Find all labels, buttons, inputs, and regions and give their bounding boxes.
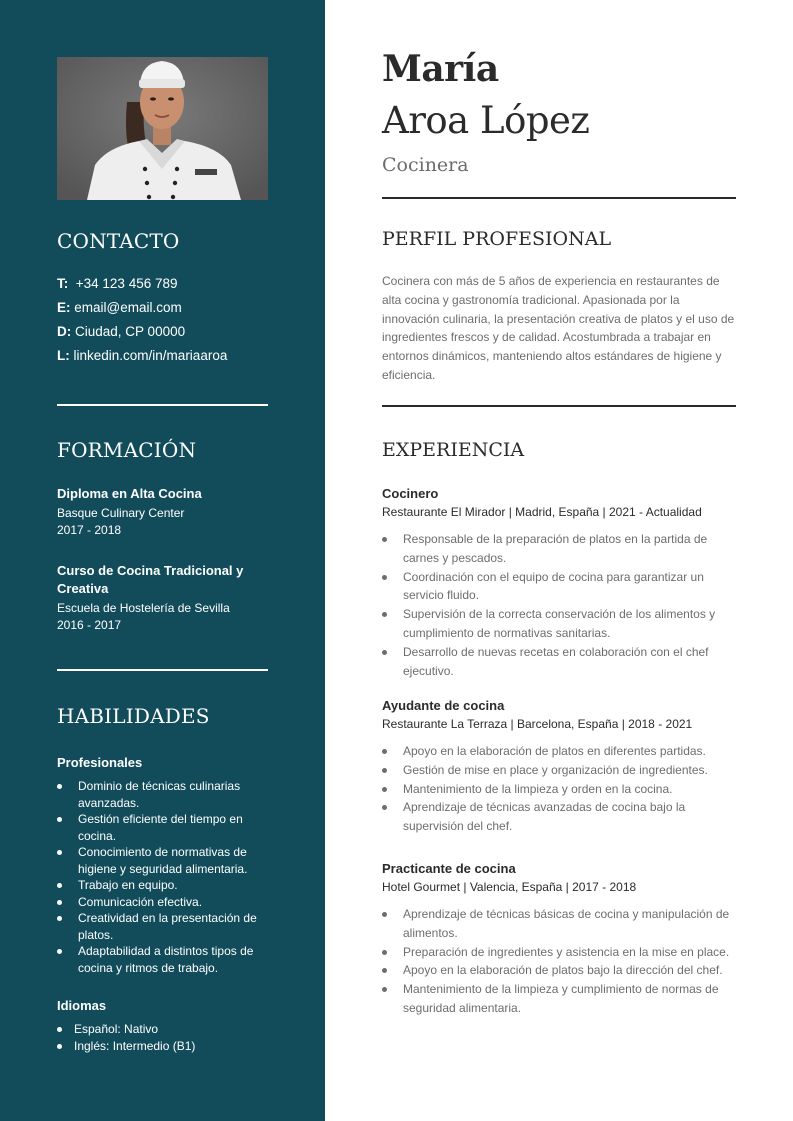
education-school: Escuela de Hostelería de Sevilla bbox=[57, 601, 230, 615]
experience-bullets bbox=[382, 530, 742, 680]
experience-bullet: Gestión de mise en place y organización de ingredientes. bbox=[382, 761, 742, 780]
language-item: Inglés: Intermedio (B1) bbox=[57, 1038, 272, 1055]
contact-phone-label: T: bbox=[57, 276, 69, 291]
experience-bullet: Supervisión de la correcta conservación de los alimentos y cumplimiento de normativas sanitarias. bbox=[382, 605, 742, 643]
experience-bullets bbox=[382, 742, 742, 836]
professional-skills-heading: Profesionales bbox=[57, 755, 143, 770]
chef-portrait-image bbox=[57, 57, 268, 200]
contact-heading: CONTACTO bbox=[57, 229, 180, 253]
header-divider bbox=[382, 197, 736, 199]
education-years: 2017 - 2018 bbox=[57, 523, 122, 537]
education-school: Basque Culinary Center bbox=[57, 506, 185, 520]
skill-item: Conocimiento de normativas de higiene y seguridad alimentaria. bbox=[57, 844, 272, 877]
experience-heading: EXPERIENCIA bbox=[382, 439, 525, 461]
profile-heading: PERFIL PROFESIONAL bbox=[382, 228, 612, 250]
experience-bullet: Mantenimiento de la limpieza y orden en la cocina. bbox=[382, 780, 742, 799]
contact-linkedin bbox=[57, 344, 227, 368]
contact-linkedin-label: L: bbox=[57, 348, 70, 363]
section-divider bbox=[382, 405, 736, 407]
experience-item bbox=[382, 860, 742, 1018]
education-item bbox=[57, 485, 268, 539]
contact-address-value: Ciudad, CP 00000 bbox=[75, 324, 186, 339]
experience-bullet: Apoyo en la elaboración de platos en diferentes partidas. bbox=[382, 742, 742, 761]
languages-heading: Idiomas bbox=[57, 998, 107, 1013]
contact-address-label: D: bbox=[57, 324, 72, 339]
education-years: 2016 - 2017 bbox=[57, 618, 122, 632]
experience-bullet: Aprendizaje de técnicas avanzadas de cocina bajo la supervisión del chef. bbox=[382, 798, 742, 836]
experience-meta: Restaurante La Terraza | Barcelona, España | 2018 - 2021 bbox=[382, 717, 693, 731]
experience-bullet: Mantenimiento de la limpieza y cumplimiento de normas de seguridad alimentaria. bbox=[382, 980, 742, 1018]
education-heading: FORMACIÓN bbox=[57, 438, 197, 462]
education-title: Curso de Cocina Tradicional y Creativa bbox=[57, 563, 244, 596]
languages-list bbox=[57, 1021, 272, 1054]
skill-item: Dominio de técnicas culinarias avanzadas. bbox=[57, 778, 272, 811]
profile-text: Cocinera con más de 5 años de experiencia en restaurantes de alta cocina y gastronomía tradicional. Apasionada por la innovación culinaria, la presentación creativa de platos y el uso de ingredientes frescos y de calidad. Acostumbrada a trabajar en entornos dinámicos, manteniendo altos estándares de higiene y eficiencia. bbox=[382, 274, 735, 382]
contact-phone bbox=[57, 272, 227, 296]
main-content bbox=[325, 0, 793, 1121]
experience-bullet: Responsable de la preparación de platos en la partida de carnes y pescados. bbox=[382, 530, 742, 568]
experience-bullets bbox=[382, 905, 742, 1018]
language-item: Español: Nativo bbox=[57, 1021, 272, 1038]
skill-item: Comunicación efectiva. bbox=[57, 894, 272, 911]
education-item bbox=[57, 562, 268, 634]
professional-skills-list bbox=[57, 778, 272, 976]
experience-meta: Hotel Gourmet | Valencia, España | 2017 - 2018 bbox=[382, 880, 637, 894]
last-name: Aroa López bbox=[382, 99, 590, 142]
experience-item bbox=[382, 697, 742, 836]
skill-item: Creatividad en la presentación de platos. bbox=[57, 910, 272, 943]
sidebar-divider bbox=[57, 404, 268, 406]
experience-bullet: Desarrollo de nuevas recetas en colaboración con el chef ejecutivo. bbox=[382, 643, 742, 681]
sidebar-divider bbox=[57, 669, 268, 671]
education-title: Diploma en Alta Cocina bbox=[57, 486, 202, 501]
experience-item bbox=[382, 485, 742, 680]
first-name: María bbox=[382, 48, 499, 90]
experience-meta: Restaurante El Mirador | Madrid, España | 2021 - Actualidad bbox=[382, 505, 702, 519]
skill-item: Adaptabilidad a distintos tipos de cocina y ritmos de trabajo. bbox=[57, 943, 272, 976]
profile-photo bbox=[57, 57, 268, 200]
experience-bullet: Apoyo en la elaboración de platos bajo la dirección del chef. bbox=[382, 961, 742, 980]
job-title: Cocinera bbox=[382, 154, 469, 176]
sidebar bbox=[0, 0, 325, 1121]
contact-email-value: email@email.com bbox=[74, 300, 182, 315]
skills-heading: HABILIDADES bbox=[57, 704, 210, 728]
experience-bullet: Preparación de ingredientes y asistencia en la mise en place. bbox=[382, 943, 742, 962]
contact-linkedin-value: linkedin.com/in/mariaaroa bbox=[73, 348, 228, 363]
contact-email bbox=[57, 296, 227, 320]
experience-bullet: Coordinación con el equipo de cocina para garantizar un servicio fluido. bbox=[382, 568, 742, 606]
skill-item: Gestión eficiente del tiempo en cocina. bbox=[57, 811, 272, 844]
skill-item: Trabajo en equipo. bbox=[57, 877, 272, 894]
contact-email-label: E: bbox=[57, 300, 71, 315]
experience-bullet: Aprendizaje de técnicas básicas de cocina y manipulación de alimentos. bbox=[382, 905, 742, 943]
contact-address bbox=[57, 320, 227, 344]
experience-role: Cocinero bbox=[382, 486, 439, 501]
experience-role: Practicante de cocina bbox=[382, 861, 516, 876]
contact-phone-value: +34 123 456 789 bbox=[75, 276, 178, 291]
contact-list bbox=[57, 272, 227, 368]
experience-role: Ayudante de cocina bbox=[382, 698, 505, 713]
